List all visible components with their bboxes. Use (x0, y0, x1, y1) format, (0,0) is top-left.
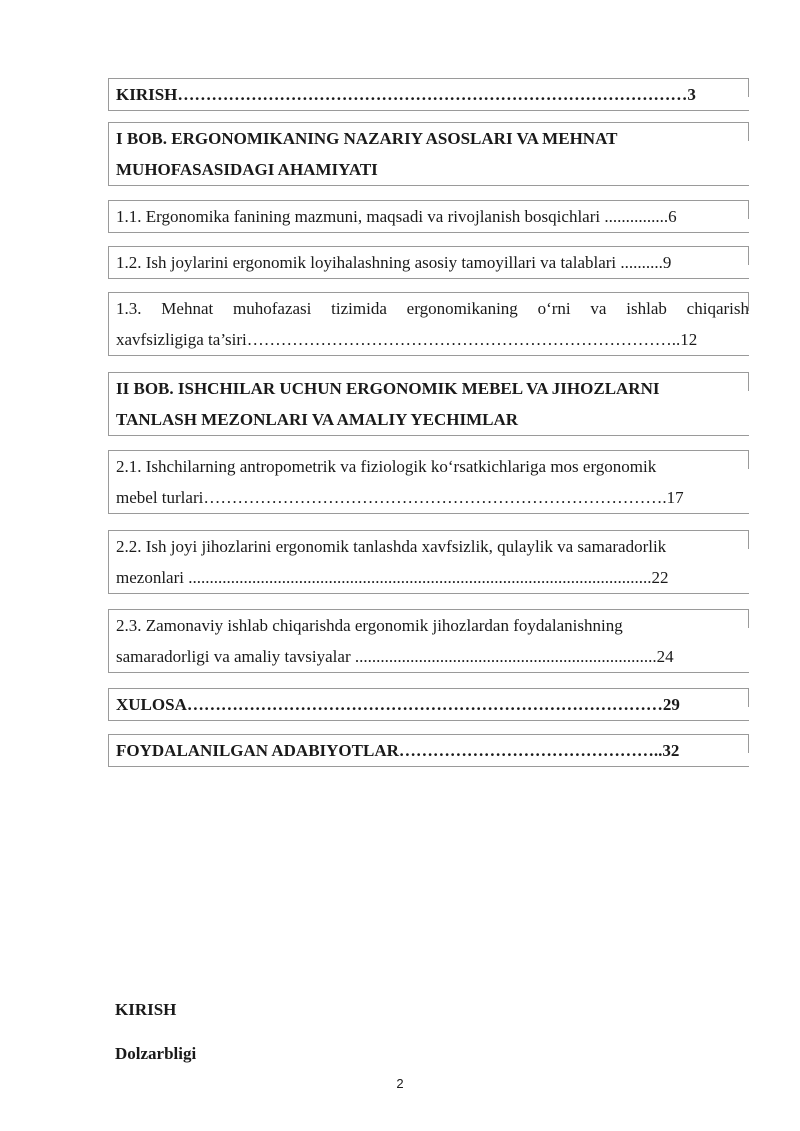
toc-entry-1-1[interactable] (108, 200, 749, 233)
toc-line: 2.2. Ish joyi jihozlarini ergonomik tanlashda xavfsizlik, qulaylik va samaradorlik (116, 537, 667, 556)
subsection-heading-dolzarbligi: Dolzarbligi (115, 1044, 197, 1063)
toc-entry-adabiyotlar[interactable] (108, 734, 749, 767)
toc-line: II BOB. ISHCHILAR UCHUN ERGONOMIK MEBEL VA JIHOZLARNI (116, 379, 660, 398)
toc-line: 2.3. Zamonaviy ishlab chiqarishda ergonomik jihozlardan foydalanishning (116, 616, 623, 635)
toc-line: mezonlari .............................................................................................................22 (116, 568, 669, 587)
toc-entry-1-2[interactable] (108, 246, 749, 279)
toc-entry-2-2[interactable] (108, 530, 749, 594)
toc-line: FOYDALANILGAN ADABIYOTLAR………………………………………..32 (116, 741, 680, 760)
toc-entry-1-3[interactable] (108, 292, 749, 356)
page-number: 2 (396, 1076, 404, 1091)
toc-entry-2-1[interactable] (108, 450, 749, 514)
toc-line: KIRISH………………………………………………………………………………3 (116, 85, 696, 104)
toc-line: 1.3. Mehnat muhofazasi tizimida ergonomikaning o‘rni va ishlab chiqarish (116, 299, 749, 318)
toc-line: 1.1. Ergonomika fanining mazmuni, maqsadi va rivojlanish bosqichlari ...............6 (116, 207, 677, 226)
toc-line: samaradorligi va amaliy tavsiyalar .......................................................................24 (116, 647, 674, 666)
toc-entry-xulosa[interactable] (108, 688, 749, 721)
section-heading-kirish: KIRISH (115, 1000, 177, 1019)
toc-line: xavfsizligiga ta’siri…………………………………………………………………..12 (116, 330, 698, 349)
toc-line: TANLASH MEZONLARI VA AMALIY YECHIMLAR (116, 410, 519, 429)
toc-line: XULOSA…………………………………………………………………………29 (116, 695, 680, 714)
toc-entry-bob2[interactable] (108, 372, 749, 436)
toc-line: MUHOFASASIDAGI AHAMIYATI (116, 160, 378, 179)
toc-entry-kirish[interactable] (108, 78, 749, 111)
toc-line: 1.2. Ish joylarini ergonomik loyihalashning asosiy tamoyillari va talablari ..........9 (116, 253, 672, 272)
toc-entry-2-3[interactable] (108, 609, 749, 673)
toc-line: mebel turlari……………………………………………………………………….17 (116, 488, 684, 507)
toc-line: 2.1. Ishchilarning antropometrik va fiziologik ko‘rsatkichlariga mos ergonomik (116, 457, 657, 476)
toc-entry-bob1[interactable] (108, 122, 749, 186)
toc-line: I BOB. ERGONOMIKANING NAZARIY ASOSLARI VA MEHNAT (116, 129, 618, 148)
